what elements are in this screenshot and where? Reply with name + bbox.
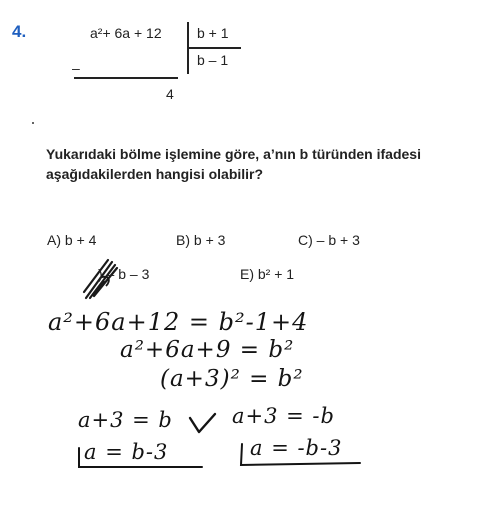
handwritten-line-3: (a+3)² = b² [160, 366, 304, 392]
handwritten-line-5: a+3 = -b [232, 404, 335, 428]
choice-e[interactable]: E) b² + 1 [240, 266, 295, 282]
subtraction-line [74, 77, 178, 79]
handwritten-line-6: a = b-3 [84, 440, 169, 464]
handwritten-line-1: a²+6a+12 = b²-1+4 [48, 308, 309, 336]
subtraction-sign: – [72, 60, 80, 76]
handwritten-line-7: a = -b-3 [250, 436, 343, 460]
quotient: b – 1 [197, 52, 229, 68]
choice-d[interactable]: ) – b – 3 [98, 266, 150, 282]
choice-a[interactable]: A) b + 4 [47, 232, 97, 248]
handwritten-line-4: a+3 = b [78, 408, 173, 432]
choice-c[interactable]: C) – b + 3 [298, 232, 360, 248]
remainder: 4 [166, 86, 174, 102]
divisor: b + 1 [197, 25, 229, 41]
question-number: 4. [12, 22, 27, 41]
divisor-underline [189, 47, 241, 49]
dividend: a²+ 6a + 12 [90, 25, 162, 41]
checkmark-icon [188, 412, 218, 436]
question-text: Yukarıdaki bölme işlemine göre, a’nın b türünden ifadesi aşağıdakilerden hangisi olabilir? [46, 146, 421, 182]
choice-b[interactable]: B) b + 3 [176, 232, 226, 248]
stray-dot [32, 122, 34, 124]
handwritten-line-2: a²+6a+9 = b² [120, 337, 295, 363]
